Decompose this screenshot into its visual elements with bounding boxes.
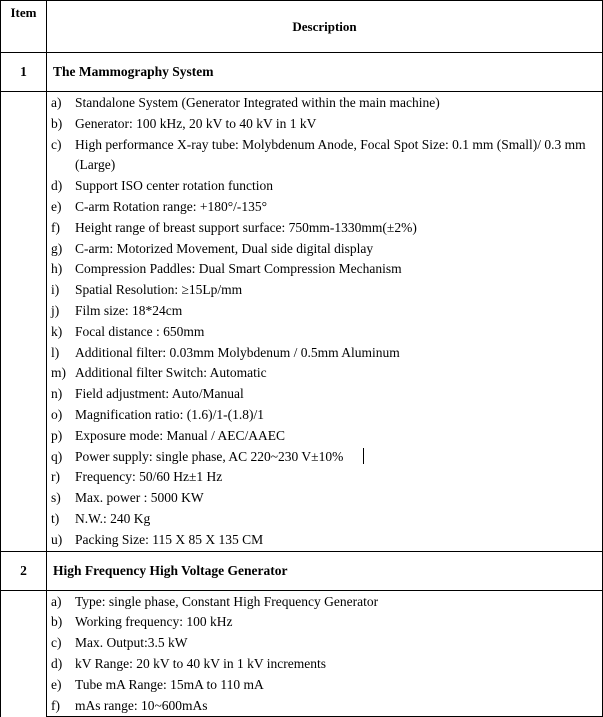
spec-item-letter: p) xyxy=(51,427,63,443)
spec-item-text: C-arm Rotation range: +180°/-135° xyxy=(75,198,267,214)
spec-item-letter: m) xyxy=(51,365,66,381)
spec-list-item xyxy=(51,675,602,696)
spec-item-text: Standalone System (Generator Integrated within the main machine) xyxy=(75,95,440,110)
spec-list-item xyxy=(51,93,602,114)
spec-list-item xyxy=(51,301,602,322)
spec-item-letter: n) xyxy=(51,386,63,402)
spec-item-text: Compression Paddles: Dual Smart Compression Mechanism xyxy=(75,261,402,277)
spec-item-letter: a) xyxy=(51,593,62,609)
section-number: 1 xyxy=(1,53,47,92)
spec-item-letter: d) xyxy=(51,655,63,671)
section-title: The Mammography System xyxy=(47,53,603,92)
spec-list-item xyxy=(51,633,602,654)
spec-item-text: High performance X-ray tube: Molybdenum Anode, Focal Spot Size: 0.1 mm (Small)/ 0.3 mm (Large) xyxy=(75,136,586,173)
spec-list-item xyxy=(51,322,602,343)
spec-list-item xyxy=(51,114,602,135)
spec-item-text: Focal distance : 650mm xyxy=(75,323,205,339)
spec-item-text: C-arm: Motorized Movement, Dual side digital display xyxy=(75,240,374,256)
spec-item-letter: f) xyxy=(51,697,60,713)
spec-item-letter: o) xyxy=(51,406,63,422)
spec-item-letter: b) xyxy=(51,614,63,630)
spec-item-text: Tube mA Range: 15mA to 110 mA xyxy=(75,676,264,692)
spec-list xyxy=(51,592,602,717)
spec-item-letter: u) xyxy=(51,531,63,547)
spec-item-letter: c) xyxy=(51,635,62,651)
spec-item-letter: b) xyxy=(51,115,63,131)
spec-list-item xyxy=(51,509,602,530)
spec-item-letter: e) xyxy=(51,198,62,214)
spec-list-item xyxy=(51,218,602,239)
spec-item-text: Film size: 18*24cm xyxy=(75,302,183,318)
spec-item-letter: i) xyxy=(51,282,60,298)
spec-item-text: Type: single phase, Constant High Frequency Generator xyxy=(75,593,379,609)
spec-item-letter: g) xyxy=(51,240,63,256)
spec-item-letter: q) xyxy=(51,448,63,464)
spec-item-text: mAs range: 10~600mAs xyxy=(75,697,208,713)
spec-item-text: N.W.: 240 Kg xyxy=(75,510,151,526)
spec-list-item xyxy=(51,135,602,177)
spec-list xyxy=(51,93,602,551)
spec-item-letter: h) xyxy=(51,261,63,277)
spec-item-letter: e) xyxy=(51,676,62,692)
spec-list-item xyxy=(51,530,602,551)
spec-list-item xyxy=(51,280,602,301)
spec-item-text: Frequency: 50/60 Hz±1 Hz xyxy=(75,469,223,485)
spec-list-item xyxy=(51,239,602,260)
spec-item-text: Magnification ratio: (1.6)/1-(1.8)/1 xyxy=(75,406,264,422)
spec-item-text: Max. power : 5000 KW xyxy=(75,490,204,506)
section-items-row xyxy=(1,92,603,552)
spec-item-letter: s) xyxy=(51,490,61,506)
section-title: High Frequency High Voltage Generator xyxy=(47,551,603,590)
header-row xyxy=(1,1,603,53)
spec-list-item xyxy=(51,343,602,364)
spec-list-item xyxy=(51,384,602,405)
spec-item-letter: d) xyxy=(51,178,63,194)
spec-item-text: Spatial Resolution: ≥15Lp/mm xyxy=(75,282,243,298)
spec-item-text: Packing Size: 115 X 85 X 135 CM xyxy=(75,531,264,547)
section-row xyxy=(1,53,603,92)
spec-item-letter: t) xyxy=(51,510,60,526)
spec-list-item xyxy=(51,488,602,509)
spec-item-text: Height range of breast support surface: 750mm-1330mm(±2%) xyxy=(75,219,417,235)
spec-item-letter: c) xyxy=(51,136,62,152)
spec-item-letter: l) xyxy=(51,344,60,360)
spec-list-item xyxy=(51,259,602,280)
spec-item-letter: j) xyxy=(51,302,60,318)
header-description: Description xyxy=(47,1,603,53)
spec-list-item xyxy=(51,176,602,197)
spec-item-text: Additional filter: 0.03mm Molybdenum / 0.5mm Aluminum xyxy=(75,344,400,360)
spec-list-item xyxy=(51,592,602,613)
spec-item-text: Field adjustment: Auto/Manual xyxy=(75,386,244,402)
spec-list-item xyxy=(51,447,602,468)
spec-item-text: kV Range: 20 kV to 40 kV in 1 kV increments xyxy=(75,655,326,671)
header-item: Item xyxy=(1,1,47,53)
spec-list-item xyxy=(51,405,602,426)
spec-item-text: Support ISO center rotation function xyxy=(75,178,273,194)
section-row xyxy=(1,551,603,590)
spec-item-text: Additional filter Switch: Automatic xyxy=(75,365,267,381)
spec-item-letter: r) xyxy=(51,469,60,485)
spec-list-item xyxy=(51,197,602,218)
spec-item-letter: a) xyxy=(51,95,62,110)
spec-item-letter: k) xyxy=(51,323,63,339)
spec-item-text: Working frequency: 100 kHz xyxy=(75,614,233,630)
spec-item-text: Generator: 100 kHz, 20 kV to 40 kV in 1 kV xyxy=(75,115,317,131)
spec-list-item xyxy=(51,467,602,488)
text-cursor xyxy=(363,448,364,464)
section-number: 2 xyxy=(1,551,47,590)
spec-list-item xyxy=(51,363,602,384)
spec-item-letter: f) xyxy=(51,219,60,235)
spec-item-text: Max. Output:3.5 kW xyxy=(75,635,188,651)
spec-list-item xyxy=(51,654,602,675)
spec-item-text: Exposure mode: Manual / AEC/AAEC xyxy=(75,427,285,443)
spec-list-item xyxy=(51,426,602,447)
spec-list-item xyxy=(51,612,602,633)
spec-item-text: Power supply: single phase, AC 220~230 V±10% xyxy=(75,447,602,468)
section-items-row xyxy=(1,590,603,717)
